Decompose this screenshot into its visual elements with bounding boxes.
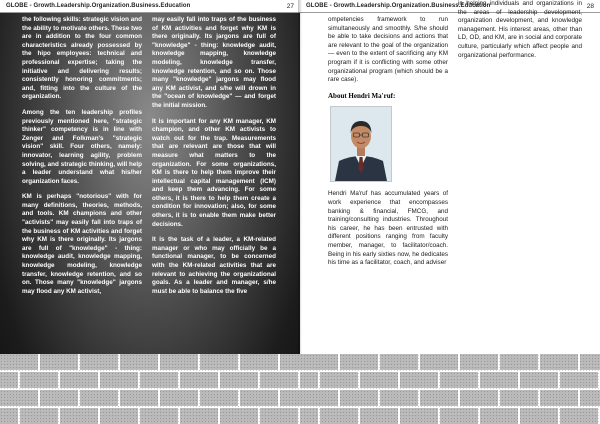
left-column-2 <box>152 16 276 303</box>
author-portrait <box>330 106 392 182</box>
left-col1-paragraph-2: Among the ten leadership profiles previously mentioned here, "strategic thinker" competency is in line with Zenger and Folkman's "strategic vision" skill. Four others, namely: innovator, learning agility, problem solving, and strategic thinking, will help a leader understand what his/her organization faces. <box>22 108 142 185</box>
brick-wall-band-left <box>0 354 300 424</box>
brick-wall-band-right <box>300 354 600 424</box>
portrait-photo-icon <box>331 107 391 181</box>
left-running-head: GLOBE - Growth.Leadership.Organization.Business.Education <box>6 3 191 9</box>
left-col2-paragraph-2: It is important for any KM manager, KM champion, and other KM activists to watch out for the trap. Measurements that are relevant are those that will measure what matters to the organization. For some organizations, KM is there to help them improve their intellectual capital management (ICM) and keep them advancing. For some others, it is there to help them create a condition for innovation; also, for some others, it is to enable them make better decisions. <box>152 117 276 228</box>
left-page-number: 27 <box>286 2 294 10</box>
left-col2-paragraph-3: It is the task of a leader, a KM-related manager or who may officially be a functional manager, to be concerned with the KM-related activities that are relevant to achieving the organizational goals. As a leader and manager, s/he must be able to balance the five <box>152 236 276 295</box>
left-column-1 <box>22 16 142 303</box>
left-col1-paragraph-3: KM is perhaps "notorious" with for many definitions, theories, methods, and tools. KM champions and other "activists" may easily fall into traps of the business of KM activities and forget why KM is there originally. Its jargons are full of "knowledge" - thing: knowledge audit, knowledge mapping, knowledge modeling, knowledge transfer, knowledge retention, and so on. Those many "knowledge" jargons may flood any KM activist, <box>22 193 142 295</box>
about-author-heading: About Hendri Ma'ruf: <box>328 91 396 100</box>
left-page-header <box>0 0 300 12</box>
left-header-rule <box>0 12 300 13</box>
right-col2-paragraph-1: in helping individuals and organizations in the areas of leadership development, organization development, and knowledge management. His interest areas, other than LD, OD, and KM, are in social and corporate culture, particularly which affect people and organizational performance. <box>458 0 582 59</box>
author-bio-paragraph: Hendri Ma'ruf has accumulated years of work experience that encompasses banking & financial, FMCG, and training/consulting industries. Throughout his career, he has been entrusted with different positions ranging from faculty member, manager, to facilitator/coach. Being in his early sixties now, he dedicates his time as a facilitator, coach, and adviser <box>328 190 448 267</box>
right-page-number: 28 <box>586 2 594 10</box>
right-column-2 <box>458 0 582 67</box>
left-col1-paragraph-1: the following skills: strategic vision and the ability to motivate others. These two are in addition to the four common characteristics already possessed by the hipo employees: technical and professional expertise; taking the initiative and delivering results; consistently honoring commitments; and, fitting into the culture of the organization. <box>22 16 143 101</box>
right-col1-paragraph-1: ompetencies framework to run simultaneously and smoothly. S/he should be able to take decisions and actions that are relevant to the goal of the organization — even to the extent of sacrificing any KM program if it is conflicting with some other organizational program (which should be a rare case). <box>328 16 448 84</box>
left-col2-paragraph-1: may easily fall into traps of the business of KM activities and forget why KM is there originally. Its jargons are full of "knowledge" - thing: knowledge audit, knowledge mapping, knowledge modeling, knowledge transfer, knowledge retention, and so on. Those many "knowledge" jargons may flood any KM activist, and s/he will drown in the "ocean of knowledge" — and forget the initial mission. <box>152 16 276 109</box>
right-running-head: GLOBE - Growth.Leadership.Organization.Business.Education <box>306 3 491 9</box>
right-column-1 <box>328 16 448 275</box>
